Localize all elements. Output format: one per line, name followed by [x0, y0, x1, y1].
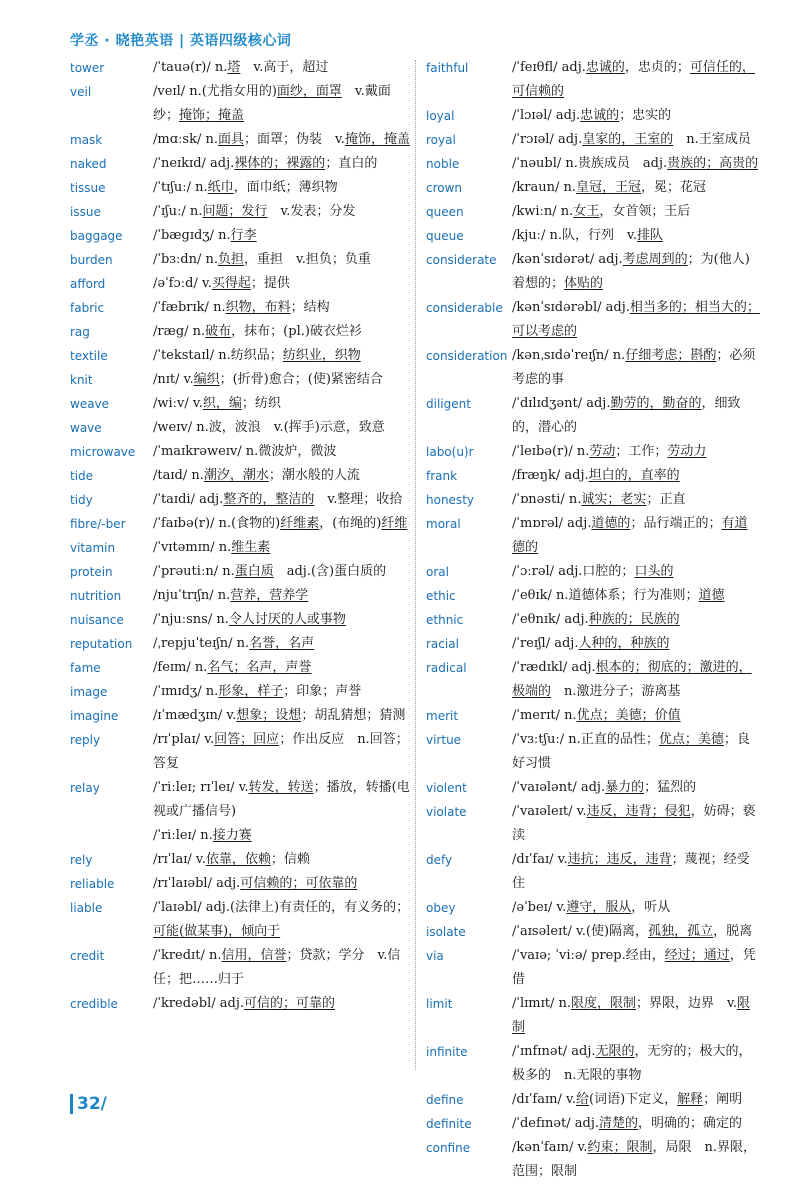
vocab-entry	[70, 128, 410, 152]
vocab-entry	[426, 512, 760, 560]
definition: /ɪˈmædʒɪn/ v.想象；设想；胡乱猜想；猜测	[153, 708, 406, 723]
headword: loyal	[426, 109, 455, 123]
vocab-entry	[70, 224, 410, 248]
definition: /mɑːsk/ n.面具；面罩；伪装 v.掩饰，掩盖	[153, 132, 410, 147]
vocab-entry	[426, 392, 760, 440]
headword: oral	[426, 565, 449, 579]
vocab-entry	[426, 920, 760, 944]
definition: /njuˈtrɪʃn/ n.营养，营养学	[153, 588, 309, 603]
definition: /ˈfæbrɪk/ n.织物，布料；结构	[153, 300, 330, 315]
definition: /wiːv/ v.织，编；纺织	[153, 396, 281, 411]
definition: /ˈtekstaɪl/ n.纺织品；纺织业，织物	[153, 348, 361, 363]
headword: mask	[70, 133, 103, 147]
vocab-entry	[70, 656, 410, 680]
footer-bar	[70, 1094, 73, 1114]
definition: /əˈfɔːd/ v.买得起；提供	[153, 276, 290, 291]
vocab-entry	[70, 728, 410, 776]
definition: /dɪˈfaɪ/ v.违抗；违反，违背；蔑视；经受住	[512, 852, 750, 891]
headword: virtue	[426, 733, 462, 747]
definition: /ˈdefɪnət/ adj.清楚的，明确的；确定的	[512, 1116, 743, 1131]
headword: tidy	[70, 493, 93, 507]
definition: /kənˈsɪdərəbl/ adj.相当多的；相当大的；可以考虑的	[512, 300, 760, 339]
vocab-entry	[426, 944, 760, 992]
headword: rely	[70, 853, 93, 867]
definition: /ˈkredɪt/ n.信用，信誉；贷款；学分 v.信任；把……归于	[153, 948, 401, 987]
definition: /ˈneɪkɪd/ adj.裸体的；裸露的；直白的	[153, 156, 378, 171]
vocab-entry	[70, 200, 410, 224]
headword: considerate	[426, 253, 497, 267]
headword: violent	[426, 781, 467, 795]
vocab-entry	[70, 416, 410, 440]
headword: credible	[70, 997, 118, 1011]
vocab-entry	[426, 992, 760, 1040]
vocab-entry	[426, 776, 760, 800]
vocab-entry	[70, 176, 410, 200]
vocab-entry	[426, 56, 760, 104]
vocab-entry	[70, 704, 410, 728]
definition: /ˈvɪtəmɪn/ n.维生素	[153, 540, 271, 555]
vocab-entry	[426, 608, 760, 632]
vocab-entry	[426, 728, 760, 776]
headword: nuisance	[70, 613, 124, 627]
vocab-entry	[426, 224, 760, 248]
definition: /dɪˈfaɪn/ v.给(词语)下定义，解释；阐明	[512, 1092, 743, 1107]
headword: queen	[426, 205, 464, 219]
page-number: 32/	[77, 1094, 107, 1114]
headword: knit	[70, 373, 93, 387]
definition: /ˈlɪmɪt/ n.限度，限制；界限，边界 v.限制	[512, 996, 750, 1035]
definition: /nɪt/ v.编织；(折骨)愈合；(使)紧密结合	[153, 372, 383, 387]
headword: vitamin	[70, 541, 116, 555]
vocab-entry	[426, 632, 760, 656]
headword: queue	[426, 229, 464, 243]
vocab-entry	[70, 944, 410, 992]
definition: /veɪl/ n.(尤指女用的)面纱，面罩 v.戴面纱；掩饰；掩盖	[153, 84, 391, 123]
vocab-entry	[426, 128, 760, 152]
definition: /ˈɪʃuː/ n.问题；发行 v.发表；分发	[153, 204, 356, 219]
definition: /ˈlɔɪəl/ adj.忠诚的；忠实的	[512, 108, 672, 123]
definition: /kjuː/ n.队，行列 v.排队	[512, 228, 664, 243]
vocab-entry	[426, 344, 760, 392]
headword: microwave	[70, 445, 136, 459]
headword: textile	[70, 349, 108, 363]
definition: /ˈɪnfɪnət/ adj.无限的，无穷的；极大的，极多的 n.无限的事物	[512, 1044, 752, 1083]
vocab-entry	[426, 440, 760, 464]
headword: fame	[70, 661, 101, 675]
vocab-entry	[70, 776, 410, 848]
vocab-entry	[70, 512, 410, 536]
definition: /ˈnəubl/ n.贵族成员 adj.贵族的；高贵的	[512, 156, 759, 171]
headword: definite	[426, 1117, 472, 1131]
vocab-entry	[70, 584, 410, 608]
definition: /ˈrɔɪəl/ adj.皇家的，王室的 n.王室成员	[512, 132, 751, 147]
vocab-entry	[426, 200, 760, 224]
headword: diligent	[426, 397, 471, 411]
vocab-entry	[426, 296, 760, 344]
page-header: 学丞 · 晓艳英语 | 英语四级核心词	[70, 33, 292, 49]
headword: tissue	[70, 181, 106, 195]
headword: burden	[70, 253, 113, 267]
definition: /ˈrædɪkl/ adj.根本的；彻底的；激进的，极端的 n.激进分子；游离基	[512, 660, 752, 699]
vocab-entry	[426, 896, 760, 920]
vocab-entry	[426, 248, 760, 296]
vocab-entry	[70, 848, 410, 872]
definition: /rɪˈlaɪəbl/ adj.可信赖的；可依靠的	[153, 876, 358, 891]
headword: credit	[70, 949, 105, 963]
vocab-entry	[70, 464, 410, 488]
definition: /ˈbægɪdʒ/ n.行李	[153, 228, 257, 243]
vocab-entry	[426, 104, 760, 128]
definition: /ˈaɪsəleɪt/ v.(使)隔离，孤独，孤立，脱离	[512, 924, 753, 939]
headword: relay	[70, 781, 100, 795]
headword: racial	[426, 637, 459, 651]
headword: via	[426, 949, 444, 963]
vocab-entry	[426, 152, 760, 176]
definition: /ˈmerɪt/ n.优点；美德；价值	[512, 708, 681, 723]
headword: royal	[426, 133, 456, 147]
headword: isolate	[426, 925, 466, 939]
definition: /ˈeθɪk/ n.道德体系；行为准则；道德	[512, 588, 725, 603]
definition: /ˈtɪʃuː/ n.纸巾，面巾纸；薄织物	[153, 180, 338, 195]
definition: /ˈriːleɪ; rɪˈleɪ/ v.转发，转送；播放，转播(电视或广播信号) /ˈriːleɪ/ n.接力赛	[153, 780, 410, 843]
column-divider	[415, 60, 416, 1070]
vocab-entry	[426, 1040, 760, 1088]
headword: ethnic	[426, 613, 464, 627]
vocab-entry	[70, 80, 410, 128]
vocab-entry	[70, 608, 410, 632]
headword: labo(u)r	[426, 445, 474, 459]
vocab-entry	[70, 368, 410, 392]
vocab-entry	[70, 488, 410, 512]
definition: /kənˈsɪdərət/ adj.考虑周到的；为(他人)着想的；体贴的	[512, 252, 750, 291]
definition: /ræg/ n.破布，抹布；(pl.)破衣烂衫	[153, 324, 362, 339]
definition: /ˈprəutiːn/ n.蛋白质 adj.(含)蛋白质的	[153, 564, 387, 579]
vocab-entry	[426, 656, 760, 704]
vocab-entry	[426, 1136, 760, 1184]
headword: protein	[70, 565, 113, 579]
headword: issue	[70, 205, 101, 219]
definition: /ˈreɪʃl/ adj.人种的，种族的	[512, 636, 670, 651]
definition: /rɪˈlaɪ/ v.依靠，依赖；信赖	[153, 852, 310, 867]
definition: /rɪˈplaɪ/ v.回答；回应；作出反应 n.回答；答复	[153, 732, 409, 771]
vocab-entry	[426, 464, 760, 488]
headword: considerable	[426, 301, 503, 315]
definition: /ˈvɜːtʃuː/ n.正直的品性；优点；美德；良好习惯	[512, 732, 750, 771]
vocab-entry	[426, 1112, 760, 1136]
headword: baggage	[70, 229, 123, 243]
left-column	[70, 56, 410, 1016]
headword: consideration	[426, 349, 508, 363]
headword: faithful	[426, 61, 469, 75]
vocab-entry	[426, 704, 760, 728]
definition: /ˈdɪlɪdʒənt/ adj.勤劳的，勤奋的，细致的，潜心的	[512, 396, 741, 435]
headword: radical	[426, 661, 467, 675]
vocab-entry	[70, 392, 410, 416]
headword: violate	[426, 805, 467, 819]
vocab-entry	[70, 272, 410, 296]
headword: reputation	[70, 637, 133, 651]
definition: /ˈmaɪkrəweɪv/ n.微波炉，微波	[153, 444, 337, 459]
definition: /ˌrepjuˈteɪʃn/ n.名誉，名声	[153, 636, 315, 651]
definition: /ˈtauə(r)/ n.塔 v.高于，超过	[153, 60, 329, 75]
definition: /ˈmɒrəl/ adj.道德的；品行端正的；有道德的	[512, 516, 748, 555]
headword: fibre/-ber	[70, 517, 126, 531]
vocab-entry	[426, 176, 760, 200]
page-footer	[70, 1094, 107, 1114]
headword: image	[70, 685, 108, 699]
vocab-entry	[70, 536, 410, 560]
headword: nutrition	[70, 589, 122, 603]
definition: /əˈbeɪ/ v.遵守，服从，听从	[512, 900, 671, 915]
headword: obey	[426, 901, 456, 915]
headword: confine	[426, 1141, 471, 1155]
definition: /taɪd/ n.潮汐，潮水；潮水般的人流	[153, 468, 360, 483]
headword: ethic	[426, 589, 456, 603]
headword: weave	[70, 397, 110, 411]
headword: crown	[426, 181, 463, 195]
vocab-entry	[70, 632, 410, 656]
vocab-entry	[70, 440, 410, 464]
headword: frank	[426, 469, 458, 483]
headword: moral	[426, 517, 461, 531]
headword: rag	[70, 325, 90, 339]
headword: honesty	[426, 493, 474, 507]
headword: merit	[426, 709, 459, 723]
vocab-entry	[70, 296, 410, 320]
vocab-entry	[70, 872, 410, 896]
vocab-entry	[70, 56, 410, 80]
definition: /ˈɒnəsti/ n.诚实；老实；正直	[512, 492, 686, 507]
vocab-entry	[426, 488, 760, 512]
headword: defy	[426, 853, 453, 867]
definition: /kraun/ n.皇冠，王冠，冕；花冠	[512, 180, 707, 195]
headword: infinite	[426, 1045, 468, 1059]
headword: limit	[426, 997, 453, 1011]
definition: /ˈɪmɪdʒ/ n.形象，样子；印象；声誉	[153, 684, 362, 699]
vocab-entry	[426, 584, 760, 608]
definition: /fræŋk/ adj.坦白的，直率的	[512, 468, 680, 483]
vocab-entry	[426, 848, 760, 896]
vocab-entry	[70, 560, 410, 584]
definition: /ˈleɪbə(r)/ n.劳动；工作；劳动力	[512, 444, 707, 459]
definition: /ˈfaɪbə(r)/ n.(食物的)纤维素，(布绳的)纤维	[153, 516, 408, 531]
vocab-entry	[70, 992, 410, 1016]
headword: reply	[70, 733, 101, 747]
headword: reliable	[70, 877, 115, 891]
headword: tide	[70, 469, 94, 483]
definition: /ˈtaɪdi/ adj.整齐的，整洁的 v.整理；收拾	[153, 492, 403, 507]
definition: /ˈkredəbl/ adj.可信的；可靠的	[153, 996, 335, 1011]
headword: imagine	[70, 709, 119, 723]
vocab-entry	[70, 896, 410, 944]
right-column	[426, 56, 760, 1184]
definition: /feɪm/ n.名气；名声，声誉	[153, 660, 312, 675]
vocab-entry	[70, 680, 410, 704]
definition: /weɪv/ n.波，波浪 v.(挥手)示意，致意	[153, 420, 385, 435]
definition: /ˈeθnɪk/ adj.种族的；民族的	[512, 612, 680, 627]
definition: /ˈbɜːdn/ n.负担，重担 v.担负；负重	[153, 252, 371, 267]
definition: /ˈfeɪθfl/ adj.忠诚的，忠贞的；可信任的，可信赖的	[512, 60, 755, 99]
definition: /ˈnjuːsns/ n.令人讨厌的人或事物	[153, 612, 346, 627]
vocab-entry	[70, 344, 410, 368]
headword: fabric	[70, 301, 105, 315]
headword: define	[426, 1093, 464, 1107]
definition: /kwiːn/ n.女王，女首领；王后	[512, 204, 691, 219]
headword: liable	[70, 901, 103, 915]
headword: veil	[70, 85, 92, 99]
headword: naked	[70, 157, 107, 171]
vocab-entry	[70, 320, 410, 344]
definition: /ˈvaɪə; ˈviːə/ prep.经由，经过；通过，凭借	[512, 948, 756, 987]
headword: wave	[70, 421, 102, 435]
definition: /ˈvaɪələnt/ adj.暴力的；猛烈的	[512, 780, 697, 795]
headword: tower	[70, 61, 105, 75]
headword: noble	[426, 157, 460, 171]
vocab-entry	[426, 560, 760, 584]
definition: /ˈɔːrəl/ adj.口腔的；口头的	[512, 564, 674, 579]
headword: afford	[70, 277, 106, 291]
vocab-entry	[426, 800, 760, 848]
vocab-entry	[70, 248, 410, 272]
definition: /ˈvaɪəleɪt/ v.违反，违背；侵犯，妨碍；亵渎	[512, 804, 756, 843]
definition: /kənˈfaɪn/ v.约束；限制，局限 n.界限，范围；限制	[512, 1140, 756, 1179]
vocab-entry	[426, 1088, 760, 1112]
definition: /ˈlaɪəbl/ adj.(法律上)有责任的，有义务的；可能(做某事)，倾向于	[153, 900, 410, 939]
definition: /kənˌsɪdəˈreɪʃn/ n.仔细考虑；斟酌；必须考虑的事	[512, 348, 756, 387]
vocab-entry	[70, 152, 410, 176]
